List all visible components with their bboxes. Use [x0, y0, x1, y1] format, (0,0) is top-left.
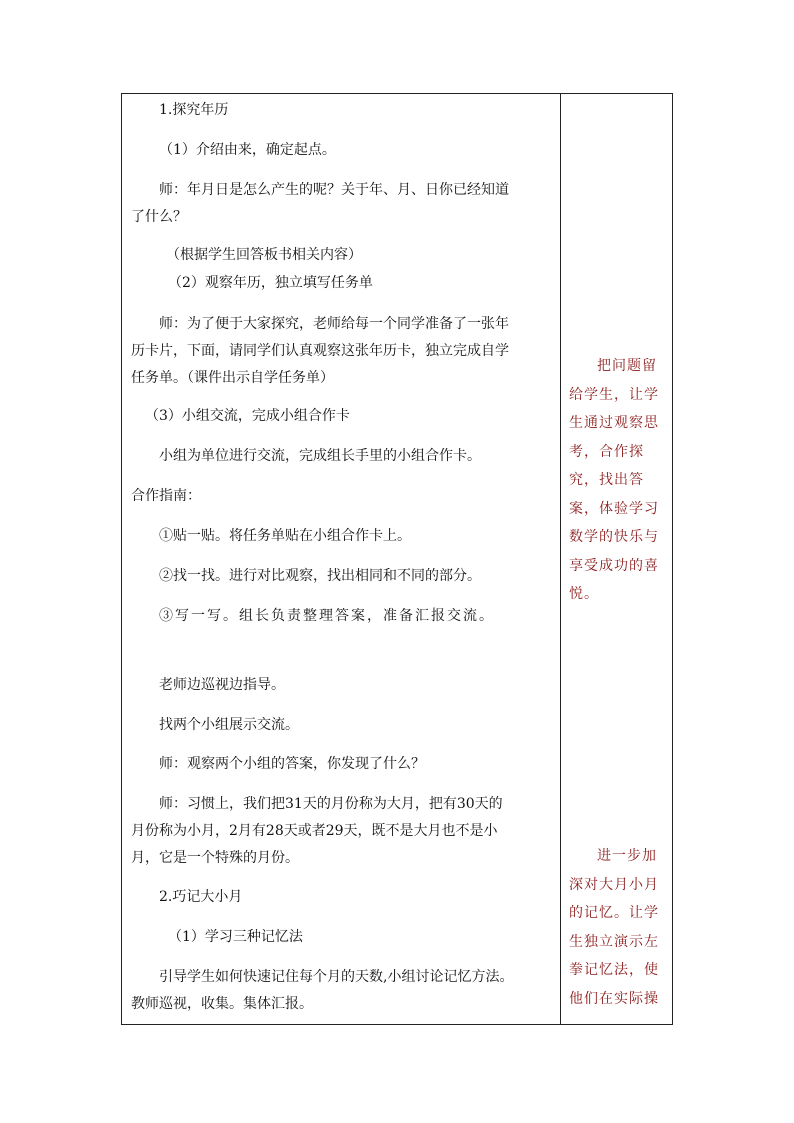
- text-line: （1）介绍由来，确定起点。: [159, 142, 336, 158]
- text-line: （1）学习三种记忆法: [168, 929, 303, 945]
- lesson-table: [121, 93, 673, 1025]
- text-line: （根据学生回答板书相关内容）: [166, 247, 362, 263]
- text-line: 任务单。（课件出示自学任务单）: [131, 370, 334, 386]
- design-note-2: 进一步加深对大月小月的记忆。让学生独立演示左拳记忆法，使他们在实际操: [569, 848, 659, 1007]
- design-note-1: 把问题留给学生，让学生通过观察思考，合作探究，找出答案，体验学习数学的快乐与享受成功的喜悦。: [569, 358, 659, 602]
- text-line: 师：年月日是怎么产生的呢？关于年、月、日你已经知道: [159, 182, 509, 198]
- text-line: 合作指南：: [131, 488, 201, 504]
- text-line: 师：习惯上，我们把31天的月份称为大月，把有30天的: [159, 796, 503, 812]
- text-line: 小组为单位进行交流，完成组长手里的小组合作卡。: [159, 448, 481, 464]
- text-line: 引导学生如何快速记住每个月的天数,小组讨论记忆方法。: [159, 969, 514, 985]
- section-heading-1: 1.探究年历: [159, 102, 229, 118]
- text-line: 月，它是一个特殊的月份。: [131, 850, 299, 866]
- text-line: 师：为了便于大家探究，老师给每一个同学准备了一张年: [159, 316, 509, 332]
- text-line: 老师边巡视边指导。: [159, 677, 285, 693]
- text-line: 了什么？: [131, 209, 187, 225]
- text-line: （2）观察年历，独立填写任务单: [168, 275, 373, 291]
- text-line: ①贴一贴。将任务单贴在小组合作卡上。: [159, 528, 411, 544]
- text-line: （3）小组交流，完成小组合作卡: [145, 408, 350, 424]
- text-line: 历卡片，下面，请同学们认真观察这张年历卡，独立完成自学: [131, 343, 509, 359]
- section-heading-2: 2.巧记大小月: [159, 889, 243, 905]
- text-line: 教师巡视，收集。集体汇报。: [131, 996, 313, 1012]
- column-divider: [560, 94, 561, 1024]
- text-line: 找两个小组展示交流。: [159, 717, 299, 733]
- text-line: ③写一写。组长负责整理答案，准备汇报交流。: [159, 608, 495, 624]
- text-line: ②找一找。进行对比观察，找出相同和不同的部分。: [159, 568, 481, 584]
- text-line: 师：观察两个小组的答案，你发现了什么？: [159, 756, 425, 772]
- text-line: 月份称为小月，2月有28天或者29天，既不是大月也不是小: [131, 823, 498, 839]
